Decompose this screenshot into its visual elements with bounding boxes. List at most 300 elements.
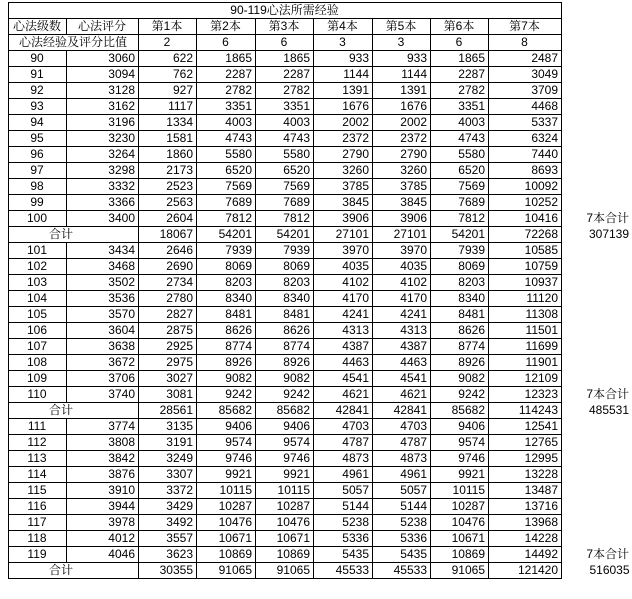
total-cell: 121420 [489, 563, 562, 579]
book-exp-cell: 9406 [431, 419, 489, 435]
total-cell: 72268 [489, 227, 562, 243]
book-exp-cell: 4703 [314, 419, 373, 435]
experience-table [8, 2, 632, 579]
table-row [9, 291, 632, 307]
level-cell: 103 [9, 275, 67, 291]
table-row [9, 371, 632, 387]
book-exp-cell: 10869 [256, 547, 314, 563]
book-exp-cell: 9921 [431, 467, 489, 483]
score-cell: 3094 [67, 67, 139, 83]
book-exp-cell: 3845 [314, 195, 373, 211]
table-row [9, 451, 632, 467]
book-exp-cell: 3351 [431, 99, 489, 115]
header-book-4: 第4本 [314, 19, 373, 35]
level-cell: 113 [9, 451, 67, 467]
book-exp-cell: 6324 [489, 131, 562, 147]
book-exp-cell: 7440 [489, 147, 562, 163]
book-exp-cell: 12765 [489, 435, 562, 451]
book-exp-cell: 8203 [431, 275, 489, 291]
level-cell: 98 [9, 179, 67, 195]
book-exp-cell: 10115 [256, 483, 314, 499]
level-cell: 99 [9, 195, 67, 211]
book-exp-cell: 9242 [197, 387, 256, 403]
book-exp-cell: 8926 [431, 355, 489, 371]
book-exp-cell: 8626 [431, 323, 489, 339]
book-exp-cell: 1117 [139, 99, 197, 115]
book-exp-cell: 3351 [256, 99, 314, 115]
book-exp-cell: 4621 [314, 387, 373, 403]
book-exp-cell: 3049 [489, 67, 562, 83]
book-exp-cell: 3260 [314, 163, 373, 179]
book-exp-cell: 2790 [373, 147, 431, 163]
total-cell: 114243 [489, 403, 562, 419]
book-exp-cell: 1391 [314, 83, 373, 99]
ratio-row [9, 35, 632, 51]
book-exp-cell: 7812 [431, 211, 489, 227]
book-exp-cell: 4003 [197, 115, 256, 131]
level-cell: 101 [9, 243, 67, 259]
level-cell: 115 [9, 483, 67, 499]
book-exp-cell: 11308 [489, 307, 562, 323]
table-row [9, 115, 632, 131]
book-exp-cell: 5057 [314, 483, 373, 499]
book-exp-cell: 4170 [373, 291, 431, 307]
book-exp-cell: 11901 [489, 355, 562, 371]
book-exp-cell: 9082 [431, 371, 489, 387]
book-exp-cell: 7689 [256, 195, 314, 211]
ratio-value: 2 [139, 35, 197, 51]
book-exp-cell: 13968 [489, 515, 562, 531]
book-exp-cell: 2646 [139, 243, 197, 259]
book-exp-cell: 2287 [197, 67, 256, 83]
score-cell: 3162 [67, 99, 139, 115]
book-exp-cell: 2563 [139, 195, 197, 211]
book-exp-cell: 9082 [256, 371, 314, 387]
book-exp-cell: 1860 [139, 147, 197, 163]
book-exp-cell: 14492 [489, 547, 562, 563]
score-cell: 3978 [67, 515, 139, 531]
header-level: 心法级数 [9, 19, 67, 35]
level-cell: 107 [9, 339, 67, 355]
book-exp-cell: 5238 [373, 515, 431, 531]
level-cell: 119 [9, 547, 67, 563]
level-cell: 94 [9, 115, 67, 131]
book-exp-cell: 1676 [314, 99, 373, 115]
book-exp-cell: 14228 [489, 531, 562, 547]
book-exp-cell: 13487 [489, 483, 562, 499]
ratio-label: 心法经验及评分比值 [9, 35, 139, 51]
book-exp-cell: 8481 [256, 307, 314, 323]
book-exp-cell: 5435 [373, 547, 431, 563]
total-cell: 85682 [197, 403, 256, 419]
book-exp-cell: 13228 [489, 467, 562, 483]
book-exp-cell: 4003 [431, 115, 489, 131]
book-exp-cell: 2782 [256, 83, 314, 99]
book-exp-cell: 3785 [314, 179, 373, 195]
book-exp-cell: 7569 [431, 179, 489, 195]
book-exp-cell: 10115 [197, 483, 256, 499]
book-exp-cell: 3492 [139, 515, 197, 531]
book-exp-cell: 2734 [139, 275, 197, 291]
table-row [9, 467, 632, 483]
header-score: 心法评分 [67, 19, 139, 35]
book-exp-cell: 10671 [431, 531, 489, 547]
level-cell: 97 [9, 163, 67, 179]
total-cell: 27101 [373, 227, 431, 243]
level-cell: 104 [9, 291, 67, 307]
score-cell: 3570 [67, 307, 139, 323]
book-exp-cell: 8203 [197, 275, 256, 291]
book-exp-cell: 4621 [373, 387, 431, 403]
total-cell: 28561 [139, 403, 197, 419]
book-exp-cell: 9746 [431, 451, 489, 467]
level-cell: 91 [9, 67, 67, 83]
total-cell: 42841 [373, 403, 431, 419]
book-exp-cell: 7689 [197, 195, 256, 211]
book-exp-cell: 5336 [373, 531, 431, 547]
book-exp-cell: 9921 [197, 467, 256, 483]
book-exp-cell: 3906 [314, 211, 373, 227]
book-exp-cell: 10416 [489, 211, 562, 227]
book-exp-cell: 9746 [197, 451, 256, 467]
book-exp-cell: 10671 [256, 531, 314, 547]
header-book-2: 第2本 [197, 19, 256, 35]
book-exp-cell: 10287 [431, 499, 489, 515]
score-cell: 3672 [67, 355, 139, 371]
book-exp-cell: 2790 [314, 147, 373, 163]
sum7-value: 485531 [588, 403, 630, 417]
book-exp-cell: 8693 [489, 163, 562, 179]
total-cell: 85682 [431, 403, 489, 419]
book-exp-cell: 11120 [489, 291, 562, 307]
level-cell: 90 [9, 51, 67, 67]
sum7-value: 516035 [589, 563, 630, 577]
book-exp-cell: 4541 [314, 371, 373, 387]
book-exp-cell: 2173 [139, 163, 197, 179]
table-row [9, 131, 632, 147]
book-exp-cell: 9082 [197, 371, 256, 387]
book-exp-cell: 1144 [314, 67, 373, 83]
book-exp-cell: 13716 [489, 499, 562, 515]
book-exp-cell: 8069 [197, 259, 256, 275]
book-exp-cell: 3081 [139, 387, 197, 403]
book-exp-cell: 5238 [314, 515, 373, 531]
book-exp-cell: 9574 [431, 435, 489, 451]
table-row [9, 547, 632, 563]
book-exp-cell: 11699 [489, 339, 562, 355]
score-cell: 3434 [67, 243, 139, 259]
ratio-value: 6 [197, 35, 256, 51]
score-cell: 3060 [67, 51, 139, 67]
book-exp-cell: 2780 [139, 291, 197, 307]
book-exp-cell: 5580 [197, 147, 256, 163]
book-exp-cell: 2782 [197, 83, 256, 99]
total-row [9, 403, 632, 419]
total-cell: 30355 [139, 563, 197, 579]
book-exp-cell: 7569 [256, 179, 314, 195]
score-cell: 3298 [67, 163, 139, 179]
book-exp-cell: 3557 [139, 531, 197, 547]
book-exp-cell: 2487 [489, 51, 562, 67]
level-cell: 106 [9, 323, 67, 339]
book-exp-cell: 3906 [373, 211, 431, 227]
book-exp-cell: 4387 [373, 339, 431, 355]
book-exp-cell: 6520 [431, 163, 489, 179]
book-exp-cell: 8340 [197, 291, 256, 307]
table-row [9, 483, 632, 499]
book-exp-cell: 10869 [197, 547, 256, 563]
book-exp-cell: 10476 [197, 515, 256, 531]
level-cell: 109 [9, 371, 67, 387]
score-cell: 3876 [67, 467, 139, 483]
book-exp-cell: 4787 [373, 435, 431, 451]
book-exp-cell: 10092 [489, 179, 562, 195]
book-exp-cell: 5057 [373, 483, 431, 499]
total-cell: 45533 [314, 563, 373, 579]
total-cell: 42841 [314, 403, 373, 419]
table-title: 90-119心法所需经验 [9, 3, 562, 19]
book-exp-cell: 10476 [431, 515, 489, 531]
book-exp-cell: 7812 [197, 211, 256, 227]
book-exp-cell: 2372 [373, 131, 431, 147]
book-exp-cell: 3709 [489, 83, 562, 99]
level-cell: 117 [9, 515, 67, 531]
table-row [9, 211, 632, 227]
book-exp-cell: 8774 [256, 339, 314, 355]
book-exp-cell: 4102 [314, 275, 373, 291]
book-exp-cell: 4873 [373, 451, 431, 467]
book-exp-cell: 7569 [197, 179, 256, 195]
book-exp-cell: 6520 [256, 163, 314, 179]
sum7-label: 7本合计 [586, 387, 630, 401]
book-exp-cell: 5337 [489, 115, 562, 131]
book-exp-cell: 11501 [489, 323, 562, 339]
score-cell: 3128 [67, 83, 139, 99]
table-row [9, 435, 632, 451]
book-exp-cell: 2975 [139, 355, 197, 371]
table-row [9, 307, 632, 323]
sum7-label: 7本合计 [586, 211, 630, 225]
book-exp-cell: 4743 [431, 131, 489, 147]
level-cell: 93 [9, 99, 67, 115]
score-cell: 3536 [67, 291, 139, 307]
book-exp-cell: 9242 [431, 387, 489, 403]
level-cell: 111 [9, 419, 67, 435]
header-book-7: 第7本 [489, 19, 562, 35]
level-cell: 116 [9, 499, 67, 515]
experience-sheet [8, 2, 632, 579]
total-label: 合计 [9, 563, 139, 579]
score-cell: 4012 [67, 531, 139, 547]
book-exp-cell: 4003 [256, 115, 314, 131]
book-exp-cell: 8926 [197, 355, 256, 371]
book-exp-cell: 9574 [197, 435, 256, 451]
table-row [9, 387, 632, 403]
book-exp-cell: 10115 [431, 483, 489, 499]
book-exp-cell: 2604 [139, 211, 197, 227]
table-row [9, 515, 632, 531]
table-row [9, 195, 632, 211]
book-exp-cell: 4468 [489, 99, 562, 115]
book-exp-cell: 8481 [197, 307, 256, 323]
table-row [9, 147, 632, 163]
level-cell: 95 [9, 131, 67, 147]
book-exp-cell: 4241 [314, 307, 373, 323]
table-row [9, 275, 632, 291]
book-exp-cell: 4787 [314, 435, 373, 451]
book-exp-cell: 10869 [431, 547, 489, 563]
table-row [9, 259, 632, 275]
book-exp-cell: 10585 [489, 243, 562, 259]
book-exp-cell: 9406 [256, 419, 314, 435]
book-exp-cell: 10476 [256, 515, 314, 531]
table-row [9, 243, 632, 259]
table-row [9, 499, 632, 515]
book-exp-cell: 1865 [256, 51, 314, 67]
book-exp-cell: 8069 [431, 259, 489, 275]
book-exp-cell: 5580 [431, 147, 489, 163]
book-exp-cell: 3027 [139, 371, 197, 387]
ratio-value: 6 [431, 35, 489, 51]
book-exp-cell: 1144 [373, 67, 431, 83]
book-exp-cell: 4170 [314, 291, 373, 307]
book-exp-cell: 3970 [314, 243, 373, 259]
book-exp-cell: 4961 [314, 467, 373, 483]
book-exp-cell: 1391 [373, 83, 431, 99]
book-exp-cell: 5144 [373, 499, 431, 515]
book-exp-cell: 2782 [431, 83, 489, 99]
book-exp-cell: 3372 [139, 483, 197, 499]
book-exp-cell: 7939 [197, 243, 256, 259]
book-exp-cell: 927 [139, 83, 197, 99]
book-exp-cell: 3191 [139, 435, 197, 451]
score-cell: 3230 [67, 131, 139, 147]
book-exp-cell: 8774 [197, 339, 256, 355]
book-exp-cell: 12995 [489, 451, 562, 467]
level-cell: 92 [9, 83, 67, 99]
book-exp-cell: 9574 [256, 435, 314, 451]
book-exp-cell: 2875 [139, 323, 197, 339]
ratio-value: 3 [373, 35, 431, 51]
table-row [9, 323, 632, 339]
header-book-3: 第3本 [256, 19, 314, 35]
book-exp-cell: 3785 [373, 179, 431, 195]
total-cell: 54201 [256, 227, 314, 243]
total-label: 合计 [9, 403, 139, 419]
book-exp-cell: 6520 [197, 163, 256, 179]
total-row [9, 563, 632, 579]
table-row [9, 419, 632, 435]
book-exp-cell: 2372 [314, 131, 373, 147]
book-exp-cell: 10671 [197, 531, 256, 547]
book-exp-cell: 4743 [256, 131, 314, 147]
score-cell: 3706 [67, 371, 139, 387]
book-exp-cell: 2287 [256, 67, 314, 83]
book-exp-cell: 8626 [256, 323, 314, 339]
header-book-1: 第1本 [139, 19, 197, 35]
total-cell: 27101 [314, 227, 373, 243]
title-row [9, 3, 632, 19]
book-exp-cell: 3260 [373, 163, 431, 179]
book-exp-cell: 4313 [314, 323, 373, 339]
book-exp-cell: 4703 [373, 419, 431, 435]
table-row [9, 99, 632, 115]
header-row [9, 19, 632, 35]
book-exp-cell: 3135 [139, 419, 197, 435]
score-cell: 3468 [67, 259, 139, 275]
book-exp-cell: 7939 [431, 243, 489, 259]
total-cell: 91065 [197, 563, 256, 579]
book-exp-cell: 1581 [139, 131, 197, 147]
book-exp-cell: 5580 [256, 147, 314, 163]
book-exp-cell: 5144 [314, 499, 373, 515]
level-cell: 105 [9, 307, 67, 323]
book-exp-cell: 2002 [373, 115, 431, 131]
book-exp-cell: 3307 [139, 467, 197, 483]
book-exp-cell: 1865 [431, 51, 489, 67]
table-row [9, 339, 632, 355]
level-cell: 100 [9, 211, 67, 227]
book-exp-cell: 7689 [431, 195, 489, 211]
book-exp-cell: 3351 [197, 99, 256, 115]
book-exp-cell: 4241 [373, 307, 431, 323]
book-exp-cell: 10937 [489, 275, 562, 291]
table-row [9, 531, 632, 547]
book-exp-cell: 933 [314, 51, 373, 67]
book-exp-cell: 9406 [197, 419, 256, 435]
book-exp-cell: 622 [139, 51, 197, 67]
table-row [9, 51, 632, 67]
ratio-value: 8 [489, 35, 562, 51]
total-cell: 18067 [139, 227, 197, 243]
book-exp-cell: 2827 [139, 307, 197, 323]
book-exp-cell: 8340 [431, 291, 489, 307]
book-exp-cell: 12323 [489, 387, 562, 403]
book-exp-cell: 4035 [373, 259, 431, 275]
score-cell: 3740 [67, 387, 139, 403]
table-row [9, 67, 632, 83]
total-cell: 85682 [256, 403, 314, 419]
book-exp-cell: 4541 [373, 371, 431, 387]
book-exp-cell: 9921 [256, 467, 314, 483]
book-exp-cell: 4387 [314, 339, 373, 355]
score-cell: 3910 [67, 483, 139, 499]
score-cell: 3502 [67, 275, 139, 291]
ratio-value: 3 [314, 35, 373, 51]
score-cell: 4046 [67, 547, 139, 563]
book-exp-cell: 933 [373, 51, 431, 67]
book-exp-cell: 1334 [139, 115, 197, 131]
book-exp-cell: 762 [139, 67, 197, 83]
book-exp-cell: 8774 [431, 339, 489, 355]
level-cell: 108 [9, 355, 67, 371]
book-exp-cell: 2002 [314, 115, 373, 131]
book-exp-cell: 5435 [314, 547, 373, 563]
table-row [9, 83, 632, 99]
score-cell: 3400 [67, 211, 139, 227]
level-cell: 118 [9, 531, 67, 547]
book-exp-cell: 4102 [373, 275, 431, 291]
book-exp-cell: 4313 [373, 323, 431, 339]
book-exp-cell: 10759 [489, 259, 562, 275]
level-cell: 102 [9, 259, 67, 275]
book-exp-cell: 3623 [139, 547, 197, 563]
total-cell: 45533 [373, 563, 431, 579]
score-cell: 3842 [67, 451, 139, 467]
book-exp-cell: 1865 [197, 51, 256, 67]
score-cell: 3332 [67, 179, 139, 195]
book-exp-cell: 8926 [256, 355, 314, 371]
